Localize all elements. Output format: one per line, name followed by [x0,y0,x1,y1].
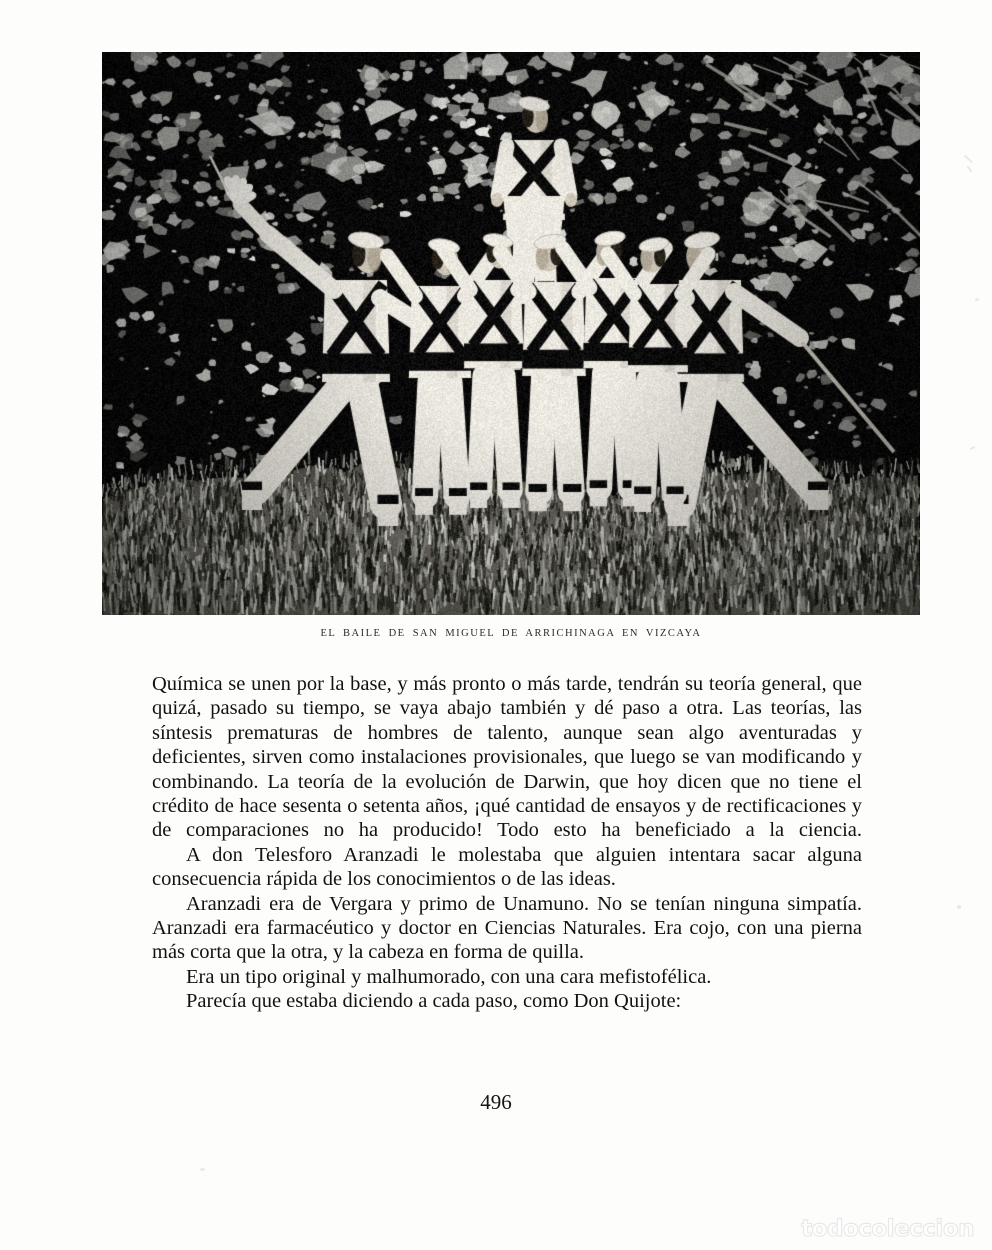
photograph-caption: EL BAILE DE SAN MIGUEL DE ARRICHINAGA EN VIZCAYA [320,628,702,639]
scan-artifact [200,1168,205,1171]
body-paragraph: Química se unen por la base, y más pronto o más tarde, tendrán su teoría general, que quizá, pasado su tiempo, se vaya abajo también y dé paso a otra. Las teorías, las síntesis prematuras de hombres de talento, aunque sean algo aventuradas y deficientes, sirven como instalaciones provisionales, que luego se van modificando y combinando. La teoría de la evolución de Darwin, que hoy dicen que no tiene el crédito de hace sesenta o setenta años, ¡qué cantidad de ensayos y de rectificaciones y de comparaciones no ha producido! Todo esto ha beneficiado a la ciencia. [152,673,862,842]
body-paragraph: Aranzadi era de Vergara y primo de Unamuno. No se tenían ninguna simpatía. Aranzadi era farmacéutico y doctor en Ciencias Naturales. Era cojo, con una pierna más corta que la otra, y la cabeza en forma de quilla. [152,892,862,964]
scan-artifact [964,155,974,164]
body-paragraph: Parecía que estaba diciendo a cada paso, como Don Quijote: [186,990,682,1013]
body-paragraph: Era un tipo original y malhumorado, con una cara mefistofélica. [186,965,712,988]
todocoleccion-watermark: todocoleccion [801,1216,974,1242]
photograph [102,52,920,615]
scan-artifact [967,166,973,173]
body-paragraph: A don Telesforo Aranzadi le molestaba que alguien intentara sacar alguna consecuencia rápida de los conocimientos o de las ideas. [152,843,862,891]
page-number: 496 [480,1090,512,1114]
photograph-image [102,52,920,615]
scan-artifact [975,298,979,301]
scan-artifact [970,446,975,450]
body-text [152,672,862,1014]
scan-artifact [957,905,961,909]
